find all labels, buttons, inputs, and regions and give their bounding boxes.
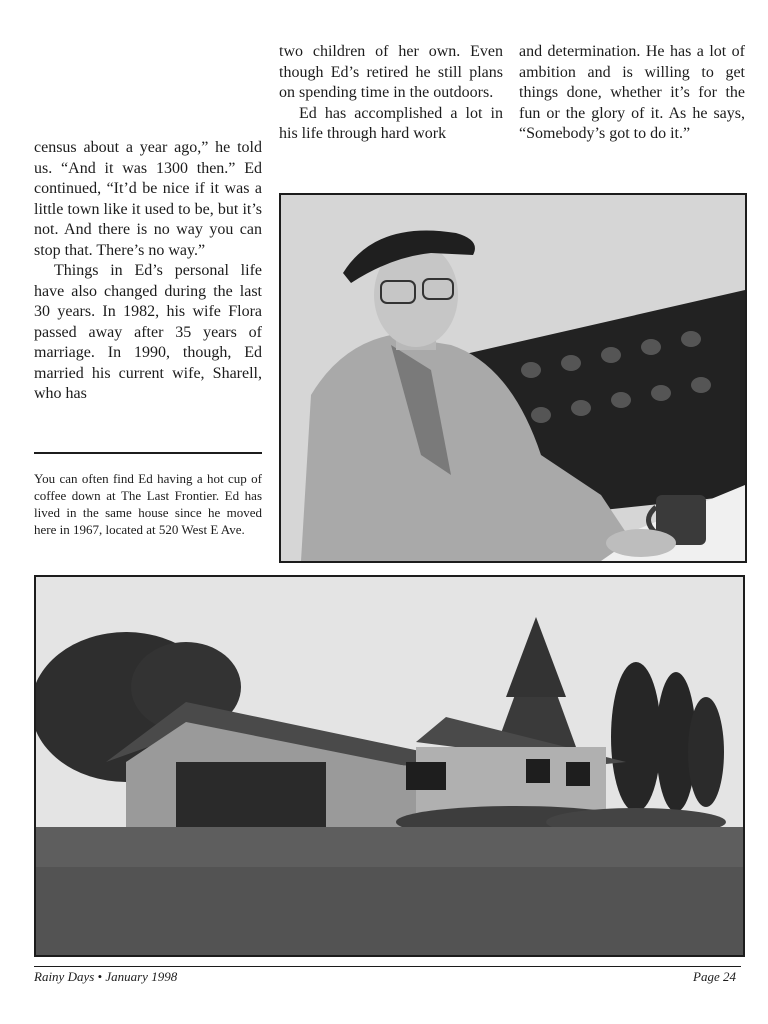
caption-divider: [34, 452, 262, 454]
footer-divider: [34, 966, 741, 967]
article-column-right-top: [519, 42, 745, 145]
footer-publication: Rainy Days • January 1998: [34, 969, 178, 984]
photo-caption: You can often find Ed having a hot cup of coffee down at The Last Frontier. Ed has lived in the same house since he moved here in 1967, located at 520 West E Ave.: [34, 471, 262, 537]
house-photo: [34, 575, 745, 957]
article-paragraph: Ed has accomplished a lot in his life through hard work: [279, 104, 503, 142]
article-paragraph: Things in Ed’s personal life have also changed during the last 30 years. In 1982, his wife Flora passed away after 35 years of marriage. In 1990, though, Ed married his current wife, Sharell, who has: [34, 262, 262, 402]
article-paragraph: census about a year ago,” he told us. “And it was 1300 then.” Ed continued, “It’d be nice if it was a little town like it used to be, but it’s not. And there is no way you can stop that. There’s no way.”: [34, 139, 262, 259]
article-paragraph: two children of her own. Even though Ed’s retired he still plans on spending time in the outdoors.: [279, 43, 503, 101]
article-paragraph: and determination. He has a lot of ambition and is willing to get things done, whether it’s for the fun or the glory of it. As he says, “Somebody’s got to do it.”: [519, 43, 745, 142]
article-column-left: [34, 138, 262, 405]
footer-page-number: Page 24: [693, 969, 736, 984]
portrait-photo: [279, 193, 747, 563]
article-column-middle-top: [279, 42, 503, 145]
